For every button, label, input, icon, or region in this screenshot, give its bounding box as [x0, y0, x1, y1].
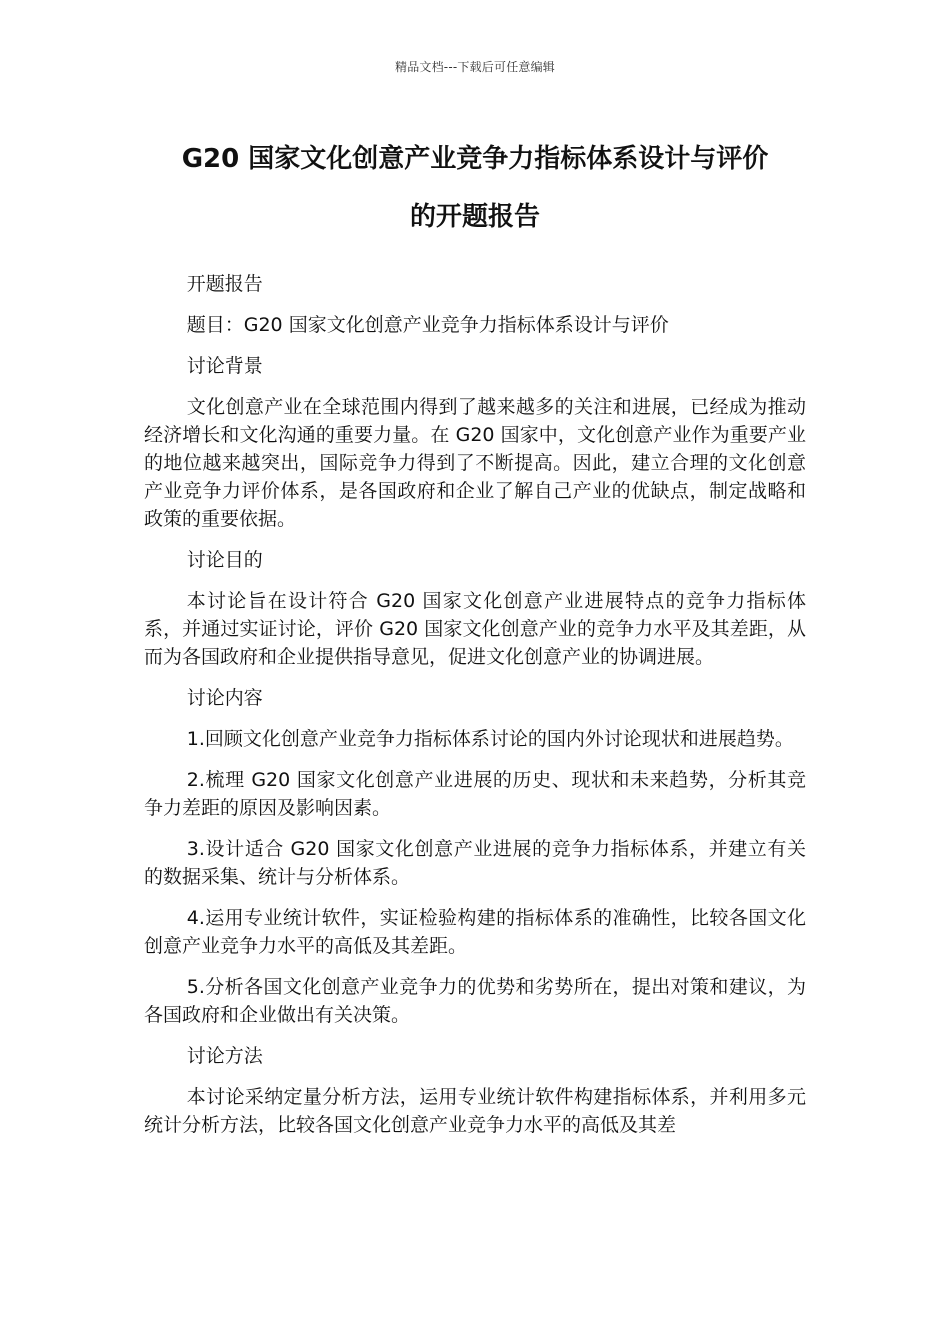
content-heading: 讨论内容 [186, 687, 263, 709]
topic-line: 题目：G20 国家文化创意产业竞争力指标体系设计与评价 [186, 314, 669, 336]
content-item-3: 3.设计适合 G20 国家文化创意产业进展的竞争力指标体系，并建立有关的数据采集、统计与分析体系。 [144, 838, 806, 888]
content-item-2: 2.梳理 G20 国家文化创意产业进展的历史、现状和未来趋势，分析其竞争力差距的原因及影响因素。 [144, 769, 806, 819]
background-paragraph: 文化创意产业在全球范围内得到了越来越多的关注和进展，已经成为推动经济增长和文化沟通的重要力量。在 G20 国家中，文化创意产业作为重要产业的地位越来越突出，国际竞争力得到了不断提高。因此，建立合理的文化创意产业竞争力评价体系，是各国政府和企业了解自己产业的优缺点，制定战略和政策的重要依据。 [144, 396, 806, 530]
purpose-paragraph: 本讨论旨在设计符合 G20 国家文化创意产业进展特点的竞争力指标体系，并通过实证讨论，评价 G20 国家文化创意产业的竞争力水平及其差距，从而为各国政府和企业提供指导意见，促进文化创意产业的协调进展。 [144, 590, 806, 668]
method-heading: 讨论方法 [186, 1045, 263, 1067]
purpose-heading: 讨论目的 [186, 549, 263, 571]
document-body [144, 270, 806, 1152]
content-item-4: 4.运用专业统计软件，实证检验构建的指标体系的准确性，比较各国文化创意产业竞争力水平的高低及其差距。 [144, 907, 806, 957]
content-item-1: 1.回顾文化创意产业竞争力指标体系讨论的国内外讨论现状和进展趋势。 [186, 728, 794, 750]
document-title-line-1: G20 国家文化创意产业竞争力指标体系设计与评价 [181, 144, 769, 174]
report-label: 开题报告 [186, 273, 263, 295]
method-paragraph: 本讨论采纳定量分析方法，运用专业统计软件构建指标体系，并利用多元统计分析方法，比较各国文化创意产业竞争力水平的高低及其差 [144, 1086, 806, 1136]
content-item-5: 5.分析各国文化创意产业竞争力的优势和劣势所在，提出对策和建议，为各国政府和企业做出有关决策。 [144, 976, 806, 1026]
page-header-watermark: 精品文档---下载后可任意编辑 [395, 60, 555, 74]
document-title-line-2: 的开题报告 [409, 202, 540, 232]
background-heading: 讨论背景 [186, 355, 263, 377]
document-title [145, 130, 805, 246]
